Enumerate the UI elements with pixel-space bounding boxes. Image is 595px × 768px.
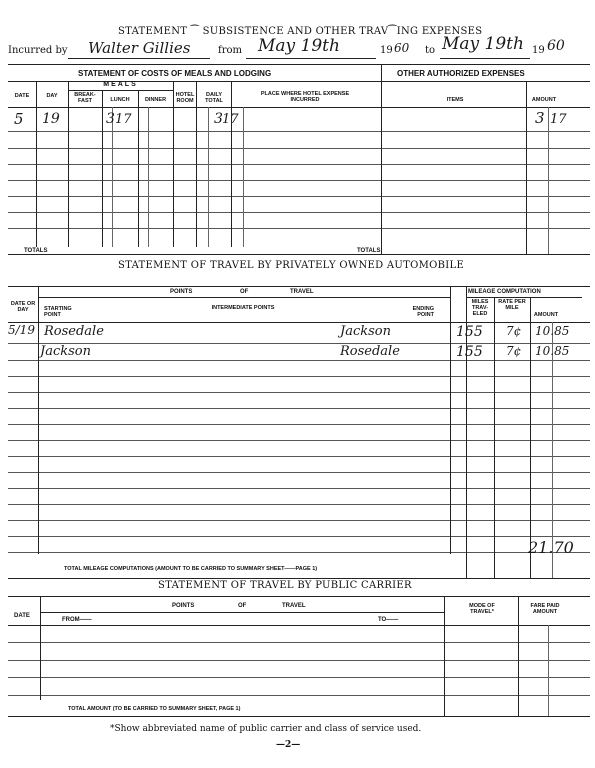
col-mode-of-travel: MODE OF TRAVEL*: [469, 603, 495, 615]
col-dinner: DINNER: [144, 97, 167, 103]
form-title: STATEMENT ⁀ SUBSISTENCE AND OTHER TRAV⁀ING EXPENSES: [118, 26, 483, 37]
page-number: —2—: [276, 740, 301, 750]
other-expenses-title: OTHER AUTHORIZED EXPENSES: [397, 69, 525, 78]
auto-row-1-start: Rosedale: [44, 324, 104, 339]
meal-row-date: 5: [14, 110, 24, 128]
total-cents: 17: [222, 112, 239, 127]
col-ending-point: ENDING POINT: [412, 306, 434, 318]
footnote: *Show abbreviated name of public carrier and class of service used.: [110, 724, 422, 734]
auto-points-label: POINTS: [170, 289, 193, 295]
col-breakfast: BREAK-FAST: [74, 92, 96, 104]
col-place: PLACE WHERE HOTEL EXPENSE INCURRED: [260, 91, 350, 103]
col-items: ITEMS: [446, 97, 464, 103]
auto-row-2-start: Jackson: [40, 344, 91, 359]
auto-travel-label: TRAVEL: [290, 289, 314, 295]
lunch-cents: 17: [115, 112, 132, 127]
col-lunch: LUNCH: [110, 97, 130, 103]
public-travel-label: TRAVEL: [282, 603, 306, 609]
auto-total-amount: 21.70: [528, 538, 574, 557]
to-date: May 19th: [442, 34, 524, 54]
from-date: May 19th: [258, 36, 340, 56]
auto-row-1-rate: 7¢: [506, 324, 522, 338]
mileage-total-label: TOTAL MILEAGE COMPUTATIONS (AMOUNT TO BE CARRIED TO SUMMARY SHEET——PAGE 1): [64, 566, 318, 572]
public-carrier-section-title: STATEMENT OF TRAVEL BY PUBLIC CARRIER: [158, 580, 412, 591]
public-points-label: POINTS: [172, 603, 195, 609]
auto-row-1-miles: 155: [456, 324, 483, 340]
col-hotel-room: HOTEL ROOM: [175, 92, 195, 104]
col-date-or-day: DATE OR DAY: [10, 301, 36, 313]
auto-row-1-end: Jackson: [340, 324, 391, 339]
col-auto-amount: AMOUNT: [533, 312, 559, 318]
auto-row-1-amount: 10.85: [535, 324, 570, 338]
year-prefix-1: 19: [380, 45, 393, 56]
auto-row-2-end: Rosedale: [340, 344, 400, 359]
auto-row-2-miles: 155: [456, 344, 483, 360]
to-year: 60: [547, 38, 565, 54]
total-dollars: 3: [214, 111, 223, 127]
col-fare-paid: FARE PAID AMOUNT: [530, 603, 560, 615]
public-to-label: TO——: [378, 617, 399, 623]
other-amount-cents: 17: [550, 112, 567, 127]
automobile-section-title: STATEMENT OF TRAVEL BY PRIVATELY OWNED AUTOMOBILE: [118, 260, 465, 271]
col-intermediate-points: INTERMEDIATE POINTS: [211, 305, 275, 311]
col-public-date: DATE: [14, 613, 30, 619]
auto-row-2-amount: 10.85: [535, 344, 570, 358]
public-total-label: TOTAL AMOUNT (TO BE CARRIED TO SUMMARY SHEET, PAGE 1): [68, 706, 241, 712]
from-label: from: [218, 45, 242, 56]
auto-row-2-rate: 7¢: [506, 344, 522, 358]
col-miles-traveled: MILES TRAV-ELED: [471, 299, 489, 317]
mileage-computation-label: MILEAGE COMPUTATION: [468, 289, 541, 295]
public-from-label: FROM——: [62, 617, 92, 623]
col-day: DAY: [46, 93, 58, 99]
col-daily-total: DAILY TOTAL: [205, 92, 223, 104]
incurred-by-label: Incurred by: [8, 45, 68, 56]
col-amount: AMOUNT: [531, 97, 557, 103]
meals-section-title: STATEMENT OF COSTS OF MEALS AND LODGING: [78, 69, 272, 78]
year-prefix-2: 19: [532, 45, 545, 56]
col-date: DATE: [14, 93, 30, 99]
lunch-dollars: 3: [106, 111, 115, 127]
totals-label-right: TOTALS: [357, 248, 381, 254]
totals-label-left: TOTALS: [24, 248, 48, 254]
auto-row-1-date: 5/19: [8, 323, 35, 337]
col-meals: MEALS: [103, 81, 138, 88]
public-of-label: OF: [238, 603, 247, 609]
auto-of-label: OF: [240, 289, 249, 295]
traveler-name: Walter Gillies: [88, 39, 191, 57]
col-rate-per-mile: RATE PER MILE: [498, 299, 526, 311]
meal-row-day: 19: [42, 111, 60, 127]
from-year: 60: [394, 41, 410, 55]
other-amount-dollars: 3: [535, 109, 545, 127]
to-label: to: [425, 45, 436, 56]
col-starting-point: STARTING POINT: [44, 306, 72, 318]
